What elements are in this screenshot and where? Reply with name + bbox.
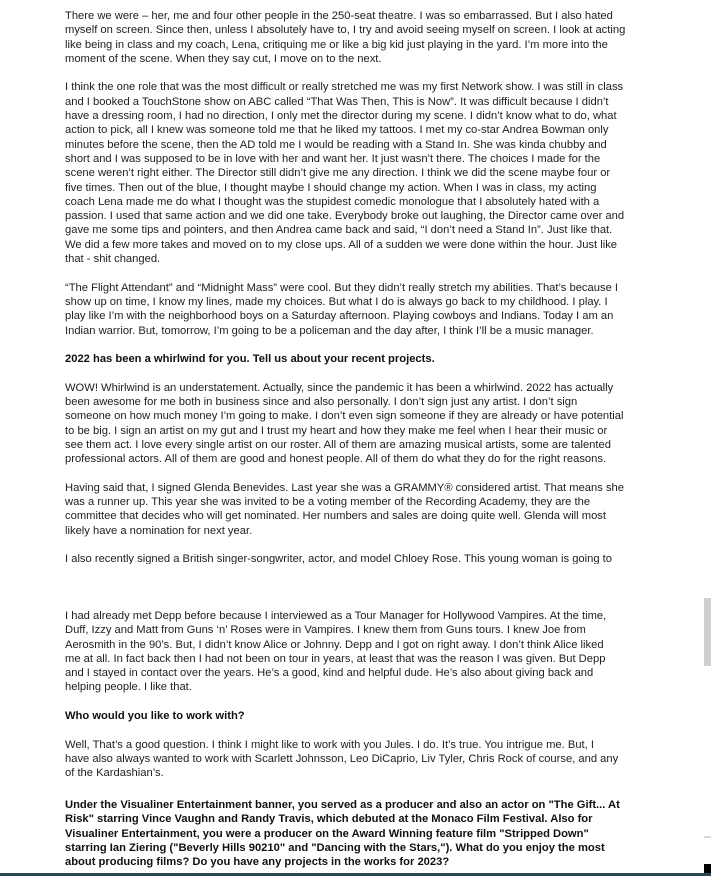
text-line: been awesome for me both in business since and also personally. I don’t sign just any artist. I don’t sign (65, 396, 578, 409)
text-line: show up on time, I know my lines, made my choices. But what I do is always go back to my childhood. I play. I (65, 295, 608, 308)
paragraph (65, 552, 665, 564)
text-line: Under the Visualiner Entertainment banner, you served as a producer and also an actor on "The Gift... At (65, 799, 620, 811)
text-line: “The Flight Attendant” and “Midnight Mass” were cool. But they didn’t really stretch my abilities. That’s because I (65, 281, 619, 294)
text-line: committee that decides who will get nominated. Her numbers and sales are doing quite well. Glenda will most (65, 510, 606, 523)
paragraph (65, 80, 665, 266)
text-line: 2022 has been a whirlwind for you. Tell us about your recent projects. (65, 353, 435, 366)
text-line: action to pick, all I knew was someone told me that he liked my tattoos. I met my co-star Andrea Bowman only (65, 124, 609, 137)
text-line: There we were – her, me and four other people in the 250-seat theatre. I was so embarrassed. But I also hated (65, 10, 613, 22)
text-line: see them act. I love every single artist on our roster. All of them are amazing musical artists, some are talented (65, 438, 611, 451)
text-line: passion. I used that same action and we did one take. Everybody broke out laughing, the Director came over and (65, 210, 625, 223)
text-line: Having said that, I signed Glenda Benevides. Last year she was a GRAMMY® considered artist. That means she (65, 481, 624, 494)
text-line: Indian warrior. But, tomorrow, I’m going to be a policeman and the day after, I think I’ll be a music manager. (65, 324, 594, 337)
paragraph (65, 481, 665, 538)
document-section-top (65, 9, 665, 579)
paragraph (65, 738, 665, 781)
text-line: someone on how much money I’m going to make. I don’t even sign someone if they are already or have potential (65, 410, 624, 423)
question-heading (65, 798, 665, 869)
text-line: and I booked a TouchStone show on ABC called “That Was Then, This is Now”. It was difficult because I didn’t (65, 95, 609, 108)
text-line: We did a few more takes and moved on to my close ups. All of a sudden we were done within the hour. Just like (65, 238, 618, 251)
document-section-bottom (65, 798, 665, 884)
paragraph (65, 281, 665, 338)
question-heading (65, 709, 665, 723)
text-line: like being in class and my coach, Lena, critiquing me or like a big kid just playing in the yard. I’m more into the (65, 38, 608, 51)
text-line: likely have a nomination for next year. (65, 524, 253, 537)
text-line: professional actors. All of them are good and honest people. All of them do what they do for the right reasons. (65, 453, 607, 466)
question-heading (65, 352, 665, 366)
text-line: of the Kardashian’s. (65, 767, 164, 780)
corner-square (704, 864, 711, 873)
text-line: Visualiner Entertainment, you were a producer on the Award Winning feature film "Stripped Down" (65, 827, 589, 840)
text-line: moment of the scene. When they say cut, I move on to the next. (65, 52, 382, 65)
text-line: have also always wanted to work with Scarlett Johnsson, Leo DiCaprio, Liv Tyler, Chris Rock of course, and any (65, 752, 619, 765)
text-line: about producing films? Do you have any projects in the works for 2023? (65, 856, 450, 869)
text-line: gave me some tips and pointers, and then Andrea came back and said, “I don’t need a Stand In”. Just like that. (65, 224, 613, 237)
text-line: short and I was supposed to be in love with her and want her. It just wasn’t there. The choices I made for the (65, 152, 601, 165)
text-line: that - shit changed. (65, 253, 161, 266)
text-line: myself on screen. Since then, unless I absolutely have to, I try and avoid seeing myself on screen. I look at acting (65, 24, 626, 37)
paragraph (65, 609, 665, 695)
text-line: minutes before the scene, then the AD told me I would be reading with a Stand In. She was kinda chubby and (65, 138, 607, 151)
text-line: play like I’m with the neighborhood boys on a Saturday afternoon. Playing cowboys and Indians. Today I am an (65, 310, 614, 323)
text-line: Duff, Izzy and Matt from Guns ‘n’ Roses were in Vampires. I knew them from Guns tours. I knew Joe from (65, 624, 586, 637)
text-line: coach Lena made me do what I thought was the stupidest comedic monologue that I absolutely hated with a (65, 195, 600, 208)
text-line: helping people. I like that. (65, 681, 192, 694)
text-line: was a runner up. This year she was invited to be a voting member of the Recording Academy, they are the (65, 496, 591, 509)
document-section-middle (65, 609, 665, 795)
text-line: WOW! Whirlwind is an understatement. Actually, since the pandemic it has been a whirlwind. 2022 has actually (65, 381, 614, 394)
text-line: Who would you like to work with? (65, 710, 245, 723)
text-line: I had already met Depp before because I interviewed as a Tour Manager for Hollywood Vampires. At the time, (65, 610, 607, 622)
scrollbar-thumb[interactable] (704, 598, 711, 666)
paragraph (65, 9, 665, 66)
paragraph (65, 381, 665, 467)
text-line: five times. Then out of the blue, I thought maybe I should change my action. When I was in class, my acting (65, 181, 597, 194)
text-line: I think the one role that was the most difficult or really stretched me was my first Network show. I was still in class (65, 81, 624, 94)
text-line: Risk" starring Vince Vaughn and Randy Travis, which debuted at the Monaco Film Festival. Also for (65, 813, 593, 826)
scroll-marker (704, 836, 711, 838)
text-line: Well, That’s a good question. I think I might like to work with you Jules. I do. It’s true. You intrigue me. But, I (65, 738, 594, 751)
text-line: have a dressing room, I had no direction, I only met the director during my scene. I didn’t know what to do, what (65, 110, 617, 123)
text-line: starring Ian Ziering ("Beverly Hills 90210" and "Dancing with the Stars,"). What do you enjoy the most (65, 841, 605, 854)
text-line: Aerosmith in the 90’s. But, I didn’t know Alice or Johnny. Depp and I got on right away. I don’t think Alice liked (65, 638, 604, 651)
text-line: and I stayed in contact over the years. He’s a good, kind and helpful dude. He’s also about giving back and (65, 667, 594, 680)
text-line: I also recently signed a British singer-songwriter, actor, and model Chloey Rose. This young woman is going to (65, 553, 613, 565)
text-line: scene weren’t right either. The Director still didn’t give me any direction. I think we did the scene maybe four or (65, 167, 611, 180)
text-line: to be big. I sign an artist on my gut and I trust my heart and how they make me feel when I hear their music or (65, 424, 608, 437)
text-line: me at all. In fact back then I had not been on tour in years, at least that was the reason I was given. But Depp (65, 652, 606, 665)
